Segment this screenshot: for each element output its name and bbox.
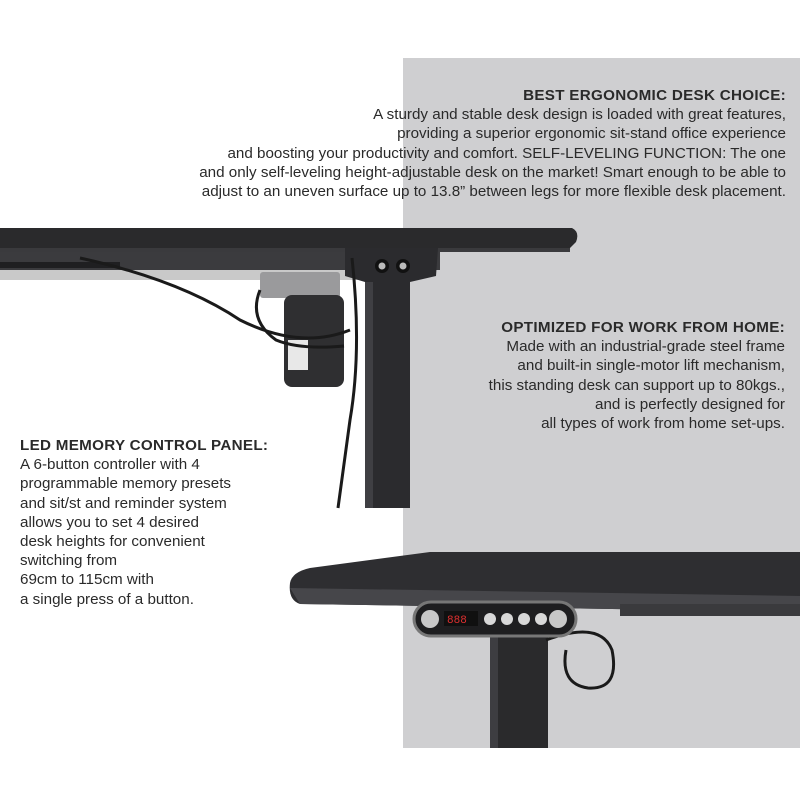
led-panel-line: programmable memory presets <box>20 475 232 493</box>
desk-motor-icon <box>256 272 344 387</box>
best-choice-line: adjust to an uneven surface up to 13.8” between legs for more flexible desk placement. <box>201 183 786 201</box>
led-panel-line: desk heights for convenient <box>20 533 205 551</box>
led-panel-line: allows you to set 4 desired <box>20 513 199 531</box>
work-from-home-section <box>410 318 785 433</box>
led-panel-line: and sit/st and reminder system <box>20 494 227 512</box>
led-panel-heading: LED MEMORY CONTROL PANEL: <box>20 437 269 454</box>
work-from-home-line: and is perfectly designed for <box>595 395 785 413</box>
work-from-home-line: Made with an industrial-grade steel frame <box>506 338 785 356</box>
best-choice-line: and only self-leveling height-adjustable desk on the market! Smart enough to be able to <box>199 163 786 181</box>
best-choice-heading: BEST ERGONOMIC DESK CHOICE: <box>523 87 786 104</box>
best-choice-section <box>60 86 786 201</box>
led-panel-line: switching from <box>20 552 118 570</box>
control-panel-icon <box>414 602 576 636</box>
best-choice-line: A sturdy and stable desk design is loaded with great features, <box>373 106 786 124</box>
led-panel-line: A 6-button controller with 4 <box>20 456 200 474</box>
work-from-home-line: and built-in single-motor lift mechanism, <box>517 357 785 375</box>
work-from-home-line: this standing desk can support up to 80kgs., <box>488 376 785 394</box>
led-panel-line: 69cm to 115cm with <box>20 571 154 589</box>
controller-display: 888 <box>447 615 467 627</box>
work-from-home-heading: OPTIMIZED FOR WORK FROM HOME: <box>501 319 785 336</box>
best-choice-line: providing a superior ergonomic sit-stand office experience <box>397 125 786 143</box>
led-panel-line: a single press of a button. <box>20 590 194 608</box>
work-from-home-line: all types of work from home set-ups. <box>541 415 785 433</box>
desk-top-lower <box>290 552 800 748</box>
best-choice-line: and boosting your productivity and comfort. SELF-LEVELING FUNCTION: The one <box>227 144 786 162</box>
led-panel-section <box>20 436 320 609</box>
